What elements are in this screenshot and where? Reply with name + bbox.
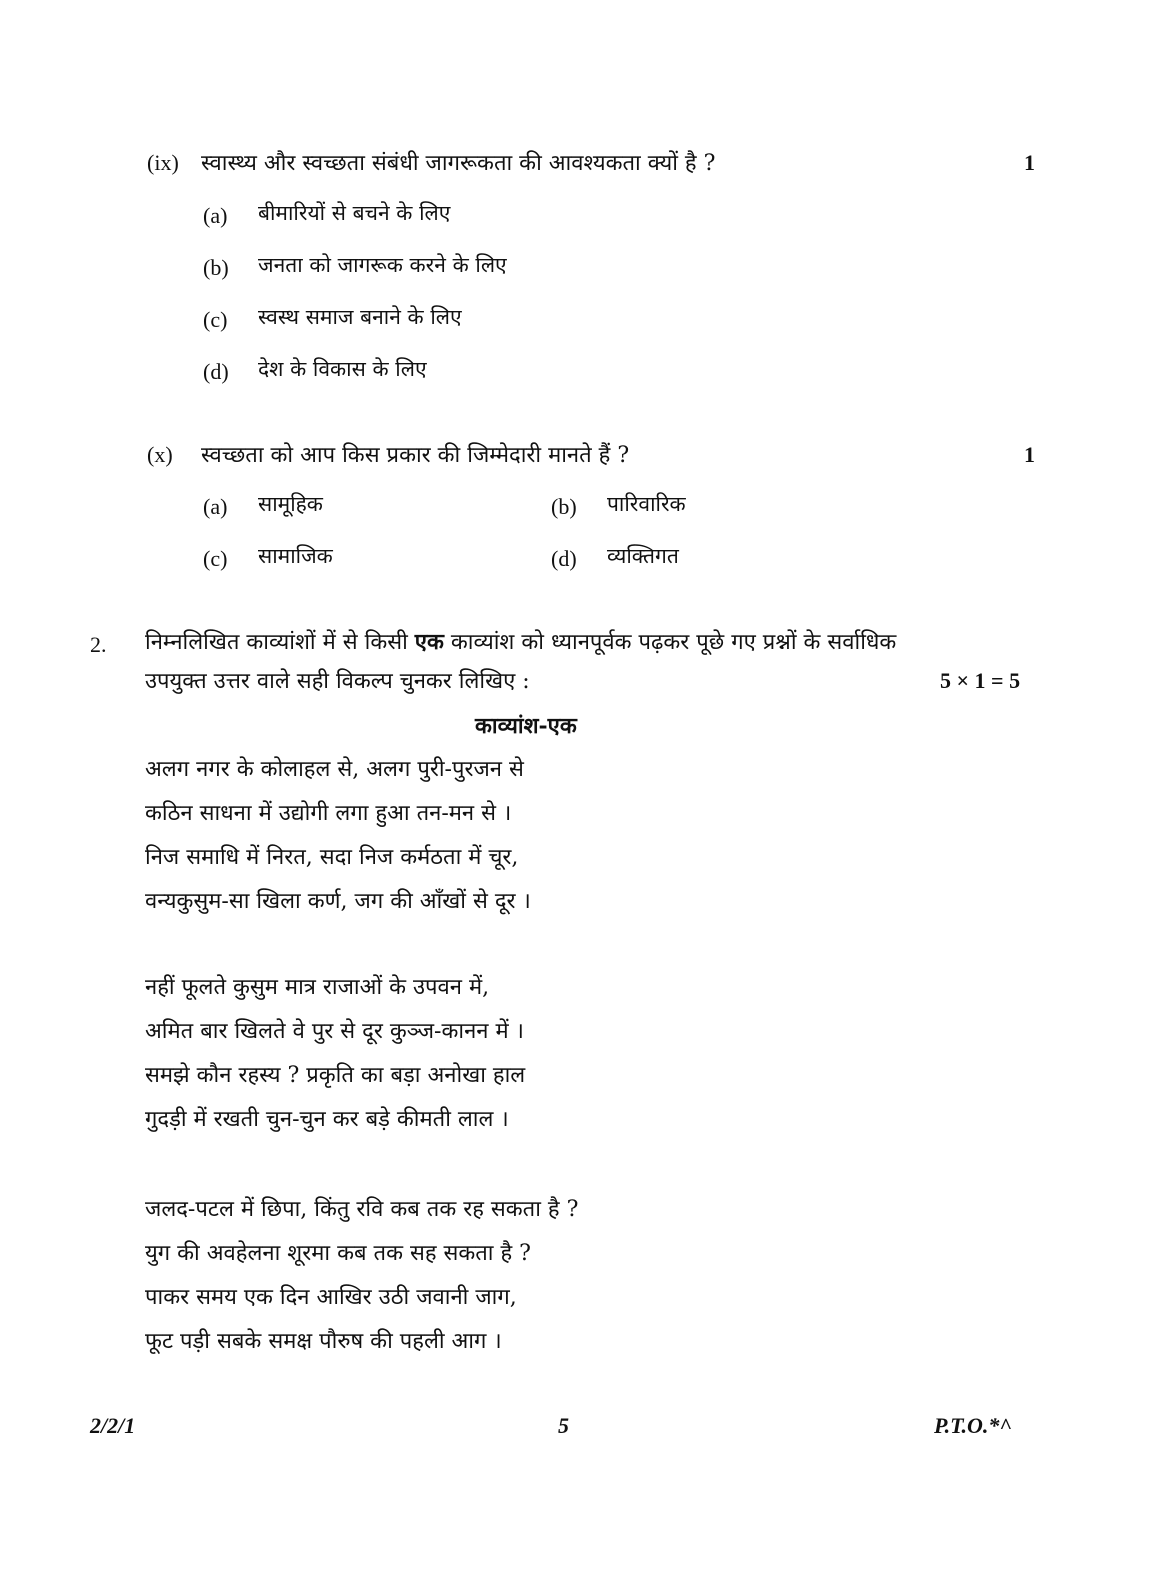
passage-heading: काव्यांश-एक [475,713,577,739]
poem-line: अमित बार खिलते वे पुर से दूर कुञ्ज-कानन में । [145,1019,524,1044]
question-2-line-1-post: काव्यांश को ध्यानपूर्वक पढ़कर पूछे गए प्रश्नों के सर्वाधिक [450,630,897,655]
q9-option-a-text: बीमारियों से बचने के लिए [258,201,451,225]
question-2-line-1-pre: निम्नलिखित काव्यांशों में से किसी [145,630,408,655]
q10-option-c-label: (c) [203,546,228,571]
poem-line: वन्यकुसुम-सा खिला कर्ण, जग की आँखों से दूर । [145,889,531,914]
footer-page-number: 5 [558,1413,569,1438]
q10-option-b-text: पारिवारिक [607,492,686,516]
poem-line: निज समाधि में निरत, सदा निज कर्मठता में चूर, [145,845,519,870]
question-2-number: 2. [90,632,107,657]
q10-option-d-label: (d) [551,546,577,571]
question-2-emphasis: एक [414,629,444,655]
poem-line: जलद-पटल में छिपा, किंतु रवि कब तक रह सकता है ? [145,1197,579,1222]
q10-option-b-label: (b) [551,494,577,519]
q9-option-a-label: (a) [203,203,228,228]
question-x-marks: 1 [1024,442,1035,467]
q9-option-d-text: देश के विकास के लिए [258,357,427,381]
q9-option-b-label: (b) [203,255,229,280]
poem-line: फूट पड़ी सबके समक्ष पौरुष की पहली आग । [145,1329,502,1354]
question-x-number: (x) [147,442,173,467]
poem-line: समझे कौन रहस्य ? प्रकृति का बड़ा अनोखा हाल [145,1063,526,1088]
poem-line: नहीं फूलते कुसुम मात्र राजाओं के उपवन में, [145,975,490,1000]
question-ix-number: (ix) [147,150,179,175]
poem-line: युग की अवहेलना शूरमा कब तक सह सकता है ? [145,1241,531,1266]
poem-line: अलग नगर के कोलाहल से, अलग पुरी-पुरजन से [145,757,524,782]
q10-option-a-text: सामूहिक [258,492,323,516]
poem-line: पाकर समय एक दिन आखिर उठी जवानी जाग, [145,1285,517,1310]
q10-option-d-text: व्यक्तिगत [607,544,679,568]
q10-option-a-label: (a) [203,494,228,519]
question-ix-text: स्वास्थ्य और स्वच्छता संबंधी जागरूकता की आवश्यकता क्यों है ? [201,151,716,176]
footer-pto: P.T.O.*^ [934,1413,1012,1438]
question-ix-marks: 1 [1024,150,1035,175]
question-2-line-1 [145,626,896,656]
footer-paper-code: 2/2/1 [90,1413,136,1438]
poem-line: कठिन साधना में उद्योगी लगा हुआ तन-मन से । [145,801,512,826]
question-2-line-2: उपयुक्त उत्तर वाले सही विकल्प चुनकर लिखिए : [145,669,530,694]
q9-option-b-text: जनता को जागरूक करने के लिए [258,253,507,277]
q9-option-c-label: (c) [203,307,228,332]
q9-option-d-label: (d) [203,359,229,384]
q10-option-c-text: सामाजिक [258,544,333,568]
poem-line: गुदड़ी में रखती चुन-चुन कर बड़े कीमती लाल । [145,1107,509,1132]
question-2-marks: 5 × 1 = 5 [940,668,1021,693]
q9-option-c-text: स्वस्थ समाज बनाने के लिए [258,305,462,329]
question-x-text: स्वच्छता को आप किस प्रकार की जिम्मेदारी मानते हैं ? [201,443,630,468]
